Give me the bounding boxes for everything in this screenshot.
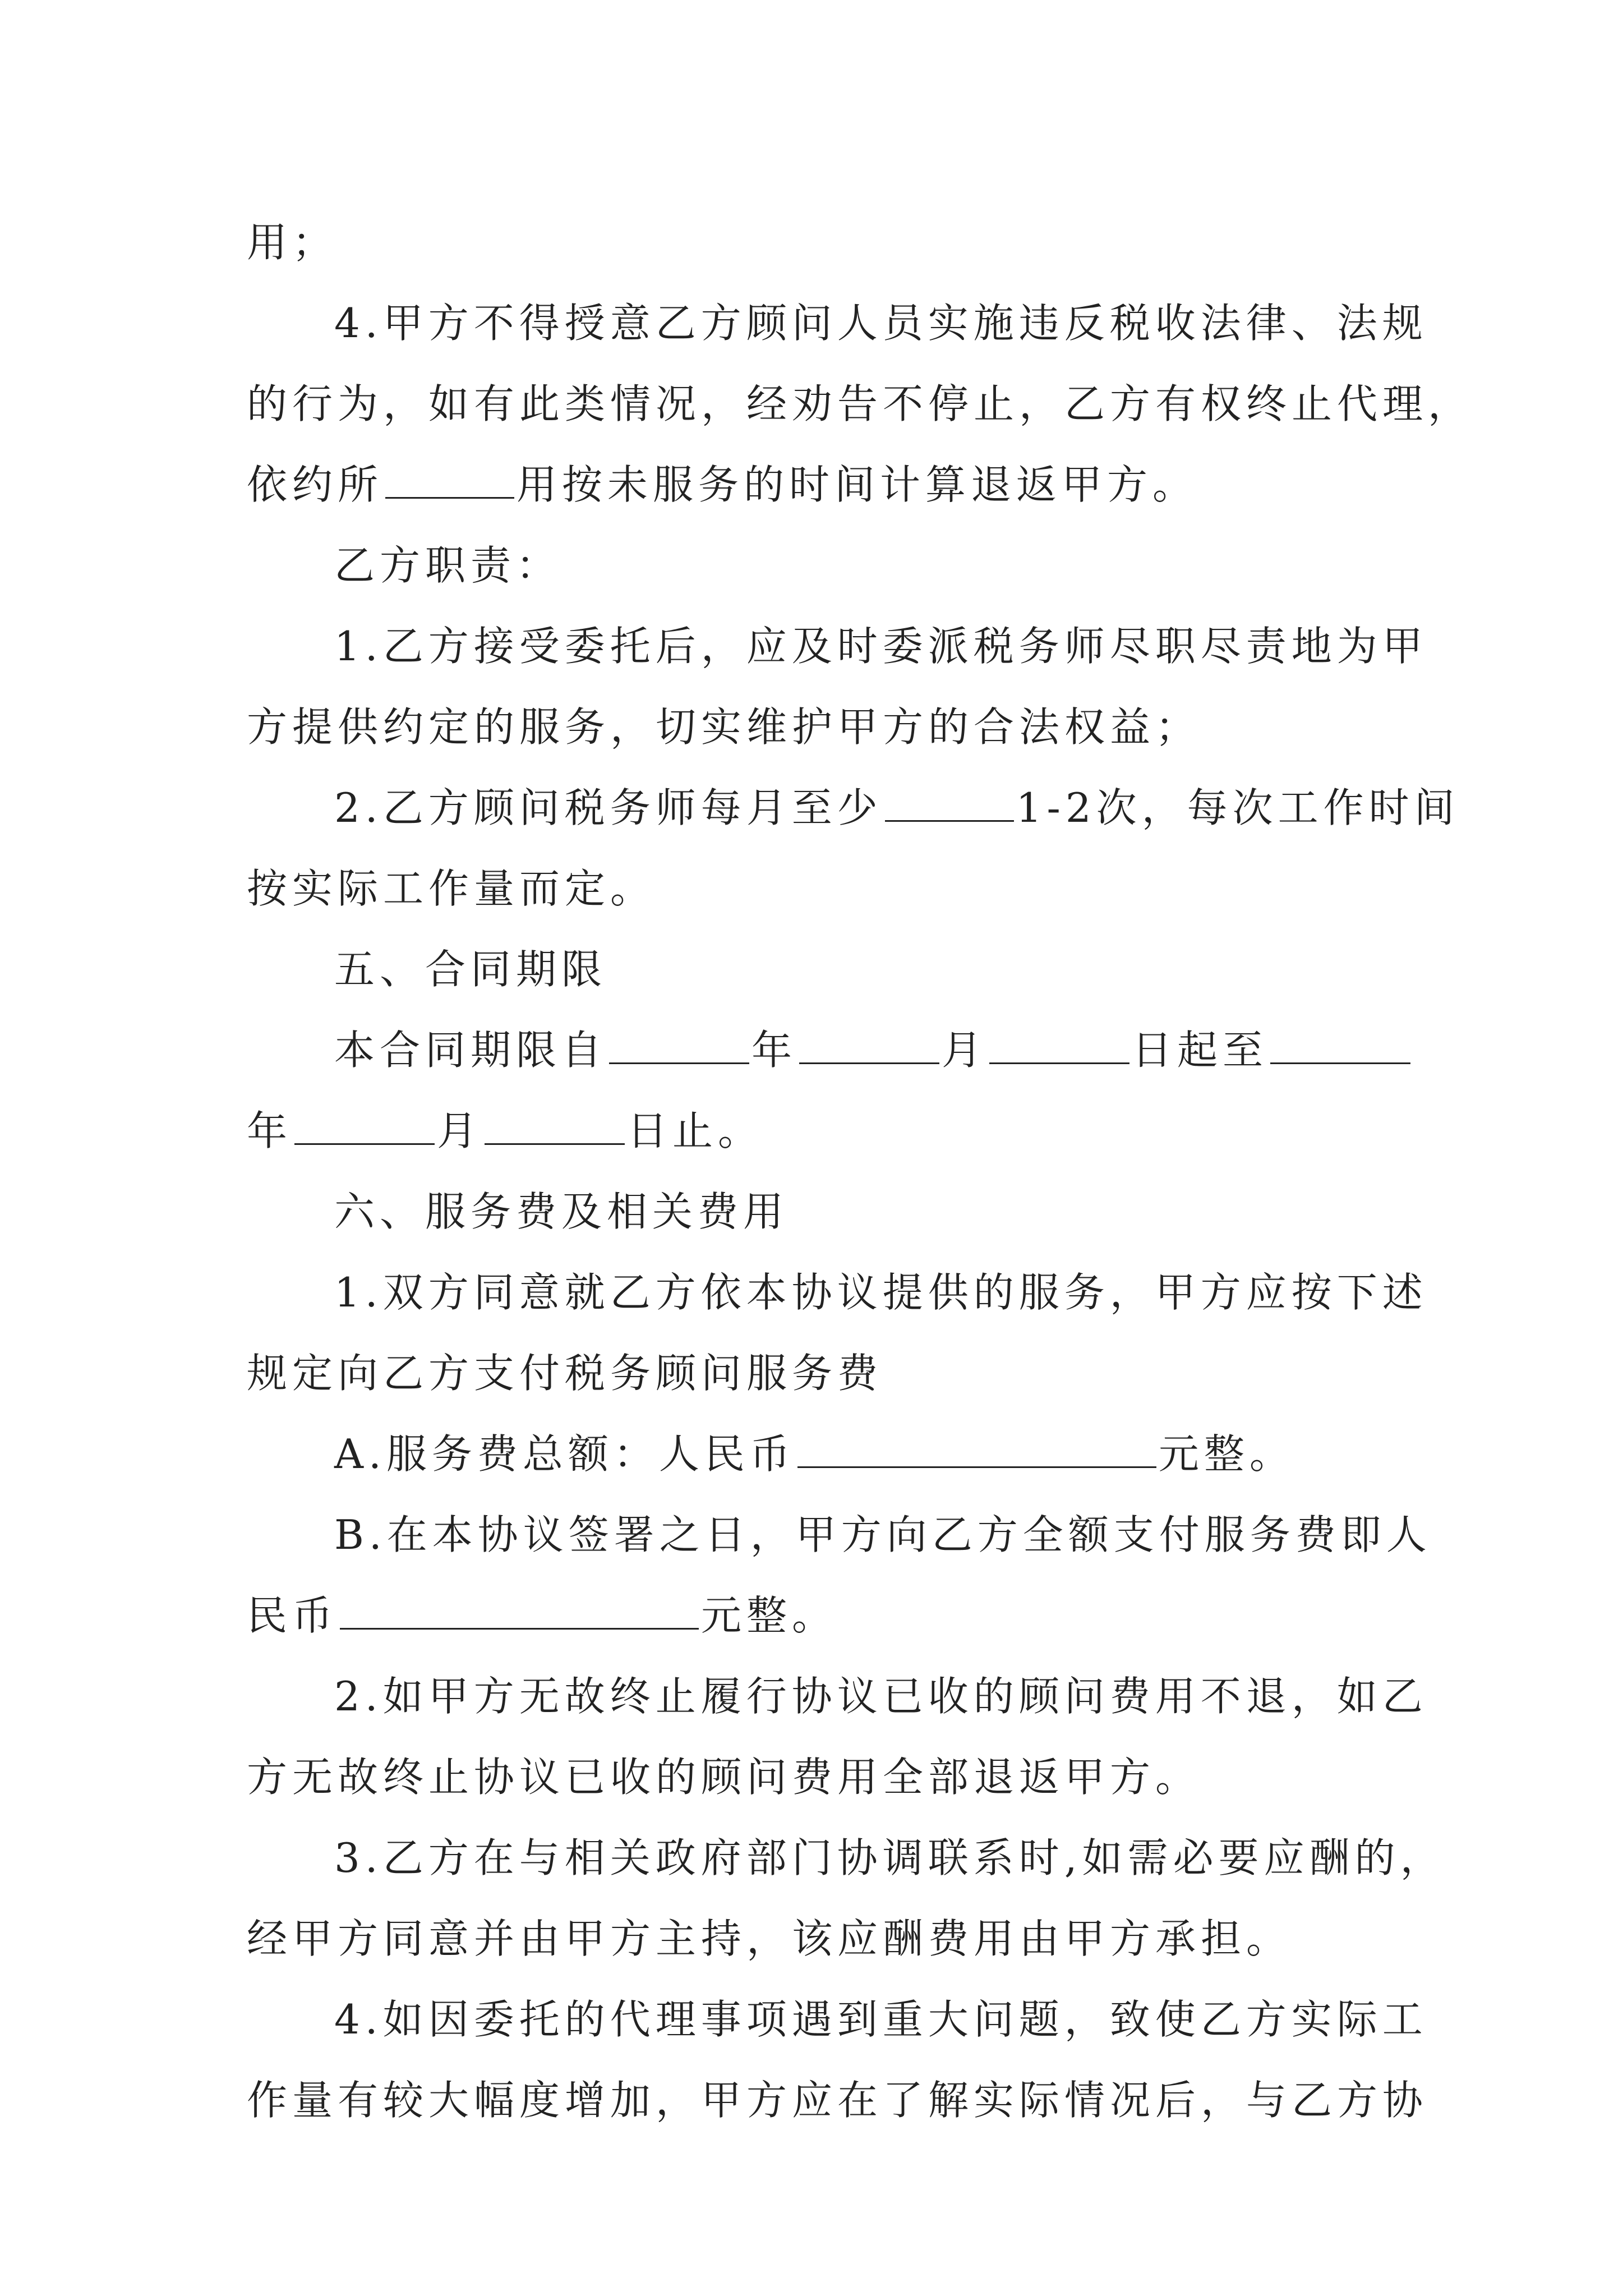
line-text: 年 [247,1107,293,1154]
fill-blank-day[interactable] [989,1028,1129,1064]
fill-blank-year[interactable] [609,1028,749,1064]
fill-blank-amount[interactable] [340,1593,699,1630]
line-text: 元整。 [1158,1430,1295,1478]
fill-blank-month[interactable] [799,1028,939,1064]
paragraph-line: 2.如甲方无故终止履行协议已收的顾问费用不退，如乙 [334,1673,1428,1720]
paragraph-line [247,1091,1380,1171]
paragraph-line [247,444,1380,525]
fill-blank[interactable] [385,462,514,499]
paragraph-line [247,1575,1380,1656]
line-text: 依约所 [247,461,384,508]
paragraph-line: 用； [247,219,338,266]
fill-blank-month[interactable] [294,1108,435,1145]
paragraph-line: 1.乙方接受委托后，应及时委派税务师尽职尽责地为甲 [334,623,1428,670]
line-text: 日起至 [1132,1027,1269,1074]
fill-blank-day[interactable] [485,1108,625,1145]
document-page [247,202,1474,2141]
fill-blank-amount[interactable] [797,1432,1156,1468]
section-heading: 乙方职责： [334,542,562,589]
fill-blank-year[interactable] [1270,1028,1410,1064]
line-text: 本合同期限自 [334,1027,607,1074]
paragraph-line: 4.如因委托的代理事项遇到重大问题，致使乙方实际工 [334,1996,1428,2043]
line-text: 年 [751,1027,797,1074]
paragraph-line [247,1414,1380,1494]
paragraph-line: 方提供约定的服务，切实维护甲方的合法权益； [247,703,1201,751]
line-text: 2.乙方顾问税务师每月至少 [334,784,883,831]
paragraph-line: 1.双方同意就乙方依本协议提供的服务，甲方应按下述 [334,1269,1428,1316]
paragraph-line [247,1010,1380,1091]
paragraph-line: 的行为，如有此类情况，经劝告不停止，乙方有权终止代理， [247,380,1474,427]
line-text: 用按未服务的时间计算退返甲方。 [517,461,1198,508]
paragraph-line [247,283,1428,364]
line-text: 日止。 [627,1107,764,1154]
line-text: 月 [942,1027,988,1074]
section-heading: 五、合同期限 [334,946,607,993]
paragraph-line: 经甲方同意并由甲方主持，该应酬费用由甲方承担。 [247,1915,1292,1962]
line-text: 民币 [247,1592,338,1639]
line-text: 元整。 [701,1592,838,1639]
paragraph-line: 方无故终止协议已收的顾问费用全部退返甲方。 [247,1754,1201,1801]
paragraph-line: 按实际工作量而定。 [247,865,656,912]
line-text: 1-2次，每次工作时间 [1016,784,1460,831]
line-text: 月 [437,1107,483,1154]
paragraph-line: B.在本协议签署之日，甲方向乙方全额支付服务费即人 [334,1511,1432,1558]
section-heading: 六、服务费及相关费用 [334,1188,789,1235]
line-text: 4.甲方不得授意乙方顾问人员实施违反税收法律、法规 [334,300,1428,347]
paragraph-line [247,767,1460,848]
line-text: A.服务费总额：人民币 [334,1430,795,1478]
fill-blank[interactable] [885,785,1014,822]
paragraph-line: 3.乙方在与相关政府部门协调联系时,如需必要应酬的， [334,1834,1446,1881]
paragraph-line: 作量有较大幅度增加，甲方应在了解实际情况后，与乙方协 [247,2077,1428,2124]
paragraph-line: 规定向乙方支付税务顾问服务费 [247,1350,883,1397]
